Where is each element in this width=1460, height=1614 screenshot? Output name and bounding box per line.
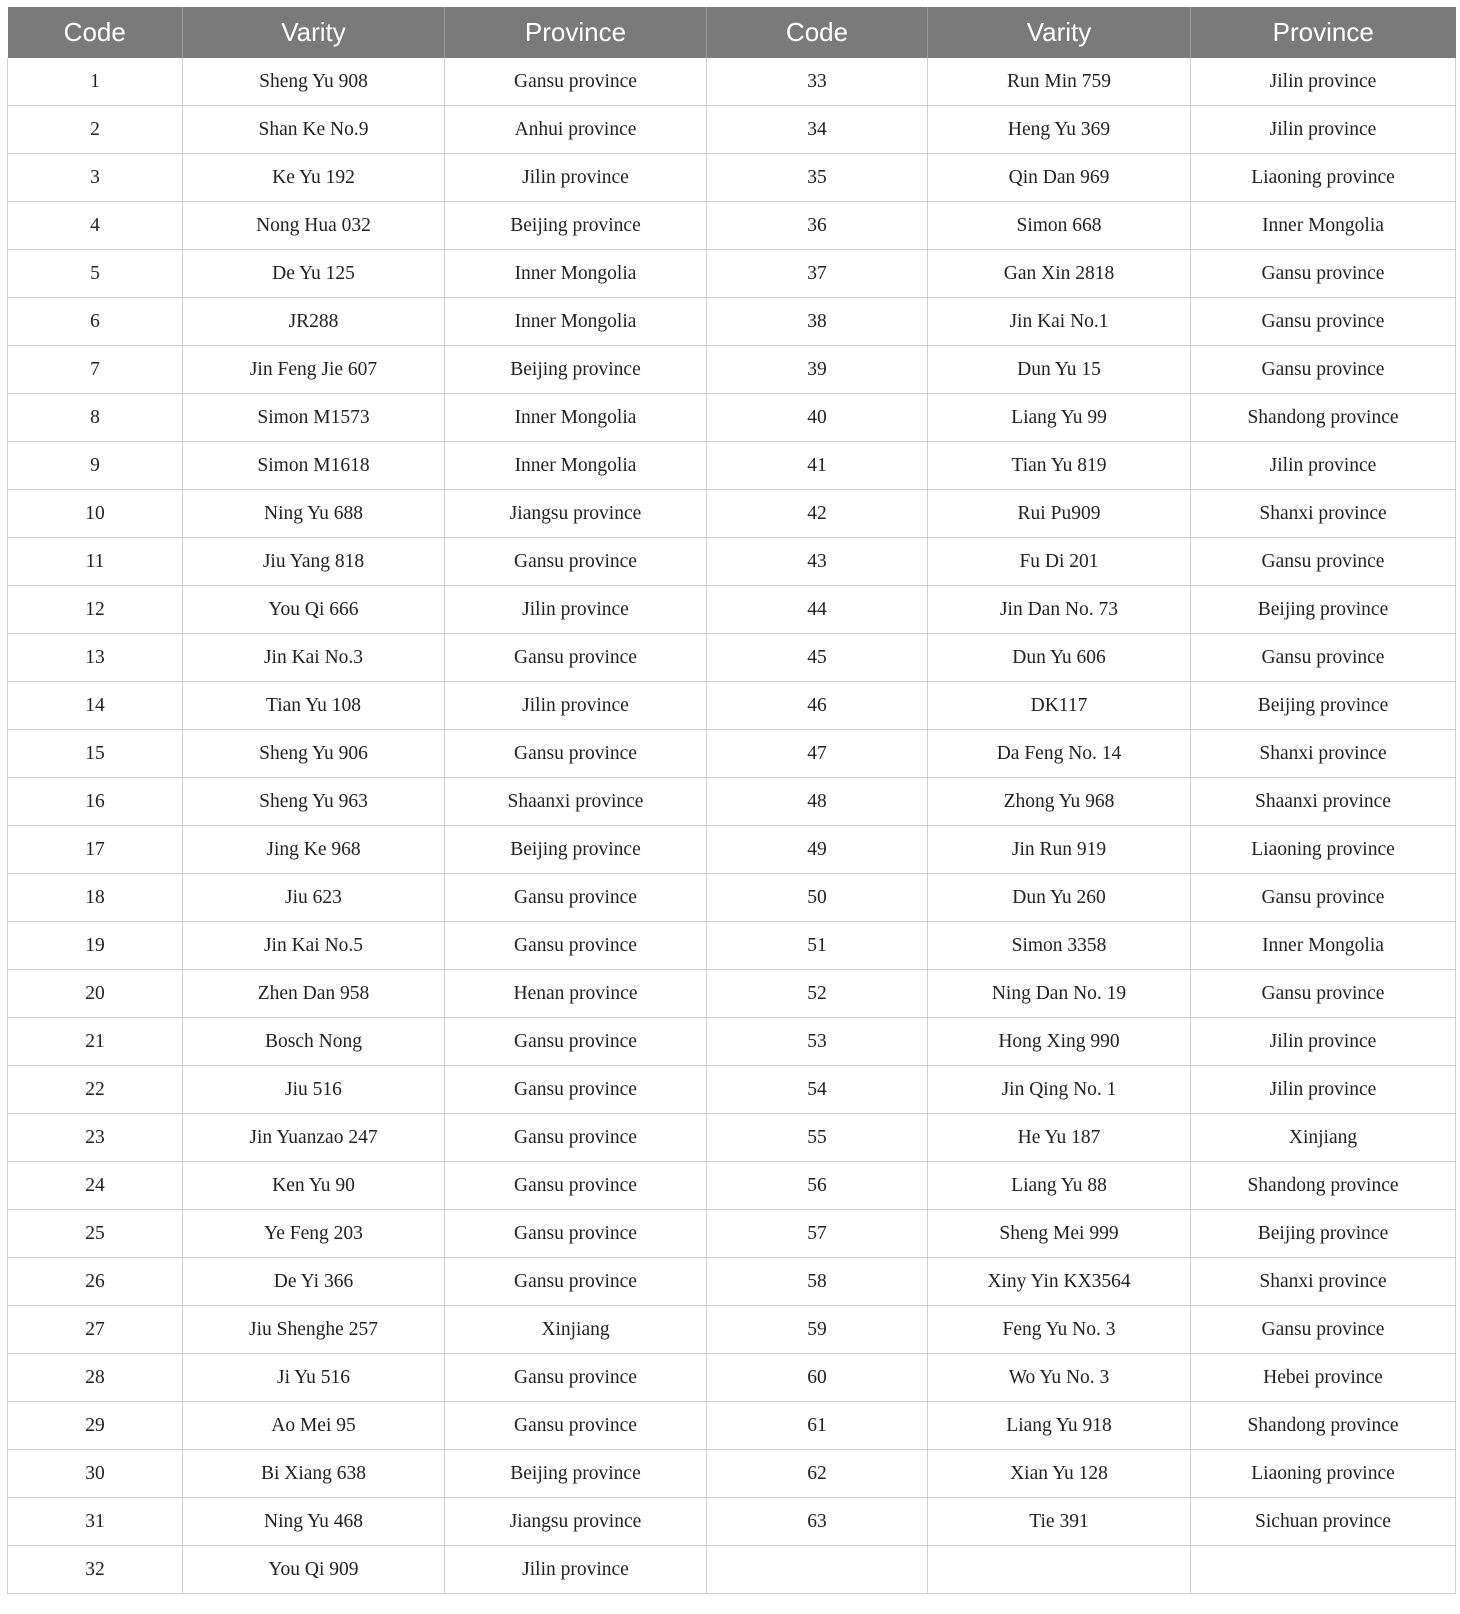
variety-cell: Run Min 759 (928, 58, 1191, 106)
variety-cell: JR288 (183, 298, 445, 346)
code-cell: 36 (707, 202, 928, 250)
code-cell: 6 (8, 298, 183, 346)
code-cell: 12 (8, 586, 183, 634)
variety-cell: Liang Yu 99 (928, 394, 1191, 442)
variety-cell: Dun Yu 260 (928, 874, 1191, 922)
province-cell: Shanxi province (1191, 490, 1456, 538)
province-cell: Henan province (445, 970, 707, 1018)
code-cell: 56 (707, 1162, 928, 1210)
table-row (8, 1354, 1456, 1402)
variety-cell: Ye Feng 203 (183, 1210, 445, 1258)
province-cell: Inner Mongolia (445, 298, 707, 346)
code-cell: 61 (707, 1402, 928, 1450)
code-cell: 9 (8, 442, 183, 490)
table-body (8, 58, 1456, 1594)
header-variety-right: Varity (928, 7, 1191, 58)
code-cell: 43 (707, 538, 928, 586)
province-cell: Gansu province (445, 730, 707, 778)
code-cell: 22 (8, 1066, 183, 1114)
province-cell: Gansu province (445, 538, 707, 586)
code-cell: 49 (707, 826, 928, 874)
variety-cell: Heng Yu 369 (928, 106, 1191, 154)
province-cell: Jilin province (1191, 58, 1456, 106)
table-row (8, 58, 1456, 106)
table-row (8, 442, 1456, 490)
variety-cell: Liang Yu 88 (928, 1162, 1191, 1210)
variety-cell: Ke Yu 192 (183, 154, 445, 202)
province-cell: Shandong province (1191, 394, 1456, 442)
variety-cell: Liang Yu 918 (928, 1402, 1191, 1450)
code-cell: 21 (8, 1018, 183, 1066)
code-cell: 20 (8, 970, 183, 1018)
code-cell: 40 (707, 394, 928, 442)
code-cell: 55 (707, 1114, 928, 1162)
province-cell: Liaoning province (1191, 154, 1456, 202)
variety-cell: Simon M1618 (183, 442, 445, 490)
table-row (8, 922, 1456, 970)
table-row (8, 778, 1456, 826)
province-cell: Gansu province (1191, 538, 1456, 586)
province-cell: Liaoning province (1191, 826, 1456, 874)
code-cell: 25 (8, 1210, 183, 1258)
code-cell: 10 (8, 490, 183, 538)
code-cell: 59 (707, 1306, 928, 1354)
variety-cell: Ken Yu 90 (183, 1162, 445, 1210)
province-cell: Jilin province (445, 1546, 707, 1594)
code-cell: 2 (8, 106, 183, 154)
code-cell: 5 (8, 250, 183, 298)
code-cell: 46 (707, 682, 928, 730)
code-cell: 7 (8, 346, 183, 394)
code-cell: 63 (707, 1498, 928, 1546)
code-cell: 1 (8, 58, 183, 106)
variety-cell: Hong Xing 990 (928, 1018, 1191, 1066)
code-cell: 39 (707, 346, 928, 394)
variety-cell: Zhen Dan 958 (183, 970, 445, 1018)
variety-cell: De Yi 366 (183, 1258, 445, 1306)
province-cell: Gansu province (1191, 1306, 1456, 1354)
table-row (8, 682, 1456, 730)
province-cell: Jilin province (1191, 1066, 1456, 1114)
province-cell: Shaanxi province (445, 778, 707, 826)
province-cell: Jilin province (1191, 1018, 1456, 1066)
variety-cell: Ning Yu 688 (183, 490, 445, 538)
table-row (8, 1066, 1456, 1114)
variety-cell: Dun Yu 15 (928, 346, 1191, 394)
code-cell: 15 (8, 730, 183, 778)
province-cell: Gansu province (1191, 250, 1456, 298)
code-cell: 28 (8, 1354, 183, 1402)
province-cell: Inner Mongolia (445, 250, 707, 298)
code-cell: 54 (707, 1066, 928, 1114)
variety-cell: Fu Di 201 (928, 538, 1191, 586)
province-cell: Gansu province (1191, 874, 1456, 922)
code-cell: 51 (707, 922, 928, 970)
province-cell: Gansu province (1191, 346, 1456, 394)
code-cell: 4 (8, 202, 183, 250)
province-cell: Gansu province (445, 1402, 707, 1450)
variety-cell: Qin Dan 969 (928, 154, 1191, 202)
code-cell: 13 (8, 634, 183, 682)
variety-cell: Ao Mei 95 (183, 1402, 445, 1450)
province-cell: Jilin province (1191, 106, 1456, 154)
variety-cell: Shan Ke No.9 (183, 106, 445, 154)
province-cell: Shanxi province (1191, 1258, 1456, 1306)
variety-cell: Ning Yu 468 (183, 1498, 445, 1546)
code-cell: 19 (8, 922, 183, 970)
province-cell: Gansu province (1191, 298, 1456, 346)
code-cell: 35 (707, 154, 928, 202)
province-cell: Jilin province (1191, 442, 1456, 490)
code-cell: 62 (707, 1450, 928, 1498)
table-row (8, 1210, 1456, 1258)
variety-cell: Jin Kai No.1 (928, 298, 1191, 346)
province-cell: Liaoning province (1191, 1450, 1456, 1498)
province-cell: Shanxi province (1191, 730, 1456, 778)
table-row (8, 1546, 1456, 1594)
table-row (8, 1258, 1456, 1306)
province-cell: Hebei province (1191, 1354, 1456, 1402)
header-row (8, 7, 1456, 58)
table-row (8, 826, 1456, 874)
table-row (8, 874, 1456, 922)
table-row (8, 1306, 1456, 1354)
code-cell: 27 (8, 1306, 183, 1354)
variety-cell: Rui Pu909 (928, 490, 1191, 538)
variety-cell: Ning Dan No. 19 (928, 970, 1191, 1018)
province-cell: Shandong province (1191, 1402, 1456, 1450)
variety-cell: Simon M1573 (183, 394, 445, 442)
province-cell: Beijing province (445, 826, 707, 874)
province-cell: Gansu province (1191, 970, 1456, 1018)
variety-cell: Nong Hua 032 (183, 202, 445, 250)
variety-cell: Jiu 516 (183, 1066, 445, 1114)
code-cell: 17 (8, 826, 183, 874)
header-variety-left: Varity (183, 7, 445, 58)
table-row (8, 298, 1456, 346)
table-row (8, 250, 1456, 298)
table-row (8, 1402, 1456, 1450)
code-cell: 45 (707, 634, 928, 682)
table-row (8, 730, 1456, 778)
code-cell: 58 (707, 1258, 928, 1306)
table-row (8, 1114, 1456, 1162)
variety-cell: Jiu Shenghe 257 (183, 1306, 445, 1354)
table-row (8, 1162, 1456, 1210)
header-province-right: Province (1191, 7, 1456, 58)
code-cell: 24 (8, 1162, 183, 1210)
variety-cell: Jiu 623 (183, 874, 445, 922)
province-cell: Jilin province (445, 154, 707, 202)
variety-cell: Jiu Yang 818 (183, 538, 445, 586)
variety-cell: Jin Run 919 (928, 826, 1191, 874)
variety-cell: Wo Yu No. 3 (928, 1354, 1191, 1402)
table-row (8, 1450, 1456, 1498)
table-row (8, 586, 1456, 634)
code-cell: 18 (8, 874, 183, 922)
variety-table-container (7, 7, 1455, 1594)
variety-cell: Tie 391 (928, 1498, 1191, 1546)
province-cell: Gansu province (445, 58, 707, 106)
variety-cell: Jin Yuanzao 247 (183, 1114, 445, 1162)
code-cell: 16 (8, 778, 183, 826)
code-cell: 60 (707, 1354, 928, 1402)
province-cell: Gansu province (445, 1018, 707, 1066)
code-cell: 42 (707, 490, 928, 538)
variety-cell: Dun Yu 606 (928, 634, 1191, 682)
province-cell: Gansu province (445, 1354, 707, 1402)
province-cell: Jiangsu province (445, 1498, 707, 1546)
province-cell: Gansu province (445, 1258, 707, 1306)
variety-cell: Simon 3358 (928, 922, 1191, 970)
variety-cell: Jin Kai No.5 (183, 922, 445, 970)
province-cell: Gansu province (445, 1066, 707, 1114)
code-cell: 47 (707, 730, 928, 778)
code-cell: 14 (8, 682, 183, 730)
variety-cell: Gan Xin 2818 (928, 250, 1191, 298)
header-province-left: Province (445, 7, 707, 58)
code-cell: 44 (707, 586, 928, 634)
variety-cell: DK117 (928, 682, 1191, 730)
code-cell: 29 (8, 1402, 183, 1450)
variety-cell: Jing Ke 968 (183, 826, 445, 874)
province-cell: Shaanxi province (1191, 778, 1456, 826)
variety-cell: He Yu 187 (928, 1114, 1191, 1162)
province-cell: Beijing province (1191, 682, 1456, 730)
code-cell: 57 (707, 1210, 928, 1258)
variety-cell: Bi Xiang 638 (183, 1450, 445, 1498)
table-row (8, 346, 1456, 394)
province-cell: Gansu province (445, 1114, 707, 1162)
table-header (8, 7, 1456, 58)
variety-cell (928, 1546, 1191, 1594)
code-cell: 50 (707, 874, 928, 922)
province-cell (1191, 1546, 1456, 1594)
province-cell: Gansu province (445, 874, 707, 922)
header-code-right: Code (707, 7, 928, 58)
province-cell: Xinjiang (445, 1306, 707, 1354)
table-row (8, 394, 1456, 442)
code-cell: 26 (8, 1258, 183, 1306)
variety-cell: Jin Dan No. 73 (928, 586, 1191, 634)
province-cell: Shandong province (1191, 1162, 1456, 1210)
code-cell: 52 (707, 970, 928, 1018)
table-row (8, 538, 1456, 586)
province-cell: Gansu province (445, 634, 707, 682)
variety-cell: Simon 668 (928, 202, 1191, 250)
variety-cell: Xian Yu 128 (928, 1450, 1191, 1498)
code-cell: 34 (707, 106, 928, 154)
table-row (8, 1018, 1456, 1066)
variety-table (7, 7, 1456, 1594)
code-cell: 30 (8, 1450, 183, 1498)
province-cell: Gansu province (445, 1210, 707, 1258)
code-cell: 33 (707, 58, 928, 106)
variety-cell: Feng Yu No. 3 (928, 1306, 1191, 1354)
code-cell: 37 (707, 250, 928, 298)
code-cell: 3 (8, 154, 183, 202)
code-cell: 23 (8, 1114, 183, 1162)
table-row (8, 490, 1456, 538)
code-cell (707, 1546, 928, 1594)
variety-cell: Jin Qing No. 1 (928, 1066, 1191, 1114)
variety-cell: You Qi 666 (183, 586, 445, 634)
table-row (8, 634, 1456, 682)
variety-cell: Jin Kai No.3 (183, 634, 445, 682)
province-cell: Beijing province (1191, 586, 1456, 634)
code-cell: 41 (707, 442, 928, 490)
code-cell: 32 (8, 1546, 183, 1594)
variety-cell: Jin Feng Jie 607 (183, 346, 445, 394)
variety-cell: Xiny Yin KX3564 (928, 1258, 1191, 1306)
code-cell: 8 (8, 394, 183, 442)
province-cell: Inner Mongolia (445, 394, 707, 442)
province-cell: Beijing province (445, 1450, 707, 1498)
province-cell: Gansu province (445, 1162, 707, 1210)
code-cell: 11 (8, 538, 183, 586)
variety-cell: De Yu 125 (183, 250, 445, 298)
province-cell: Gansu province (1191, 634, 1456, 682)
province-cell: Inner Mongolia (1191, 922, 1456, 970)
variety-cell: Sheng Yu 963 (183, 778, 445, 826)
variety-cell: Zhong Yu 968 (928, 778, 1191, 826)
variety-cell: Bosch Nong (183, 1018, 445, 1066)
code-cell: 48 (707, 778, 928, 826)
province-cell: Inner Mongolia (1191, 202, 1456, 250)
province-cell: Sichuan province (1191, 1498, 1456, 1546)
variety-cell: Sheng Yu 908 (183, 58, 445, 106)
header-code-left: Code (8, 7, 183, 58)
table-row (8, 202, 1456, 250)
province-cell: Xinjiang (1191, 1114, 1456, 1162)
province-cell: Jilin province (445, 682, 707, 730)
province-cell: Anhui province (445, 106, 707, 154)
code-cell: 31 (8, 1498, 183, 1546)
table-row (8, 970, 1456, 1018)
code-cell: 38 (707, 298, 928, 346)
province-cell: Beijing province (445, 346, 707, 394)
province-cell: Gansu province (445, 922, 707, 970)
table-row (8, 106, 1456, 154)
variety-cell: Tian Yu 819 (928, 442, 1191, 490)
variety-cell: Ji Yu 516 (183, 1354, 445, 1402)
province-cell: Inner Mongolia (445, 442, 707, 490)
table-row (8, 1498, 1456, 1546)
variety-cell: You Qi 909 (183, 1546, 445, 1594)
variety-cell: Sheng Mei 999 (928, 1210, 1191, 1258)
code-cell: 53 (707, 1018, 928, 1066)
variety-cell: Tian Yu 108 (183, 682, 445, 730)
province-cell: Beijing province (445, 202, 707, 250)
variety-cell: Da Feng No. 14 (928, 730, 1191, 778)
province-cell: Jiangsu province (445, 490, 707, 538)
table-row (8, 154, 1456, 202)
variety-cell: Sheng Yu 906 (183, 730, 445, 778)
province-cell: Beijing province (1191, 1210, 1456, 1258)
province-cell: Jilin province (445, 586, 707, 634)
